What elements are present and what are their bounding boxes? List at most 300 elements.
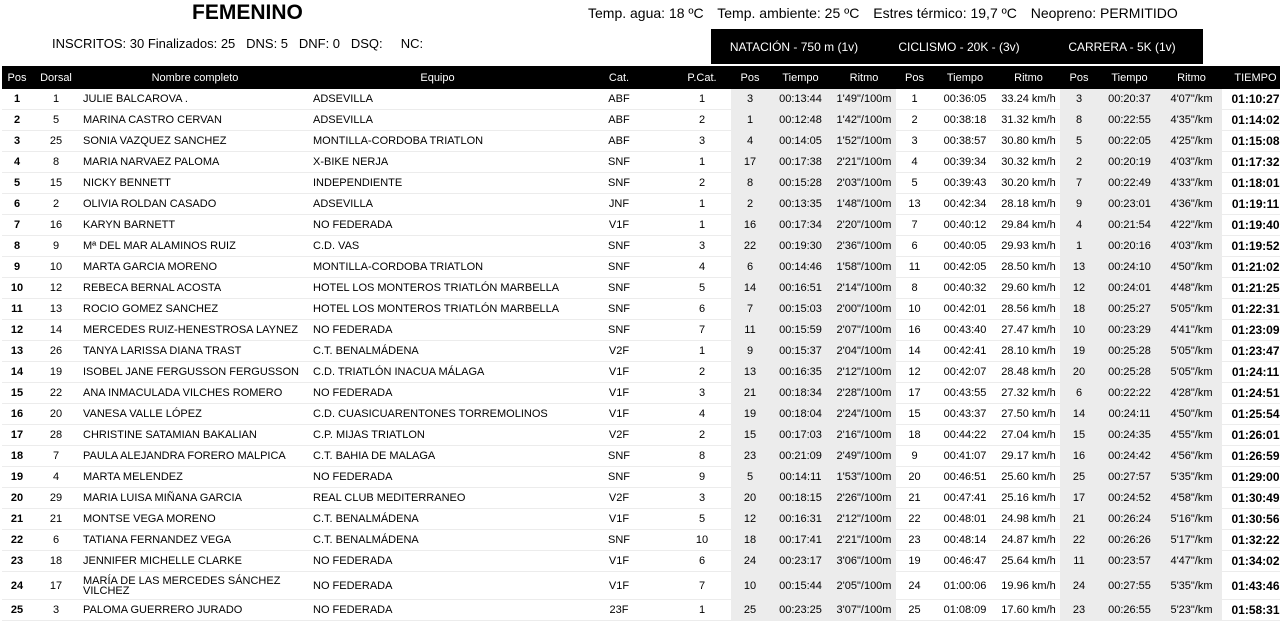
col-bike-time: 00:42:01 bbox=[933, 299, 997, 320]
col-bike-pace: 30.20 km/h bbox=[997, 173, 1060, 194]
col-bike-time: 00:42:07 bbox=[933, 362, 997, 383]
col-run-pace: 4'48"/km bbox=[1161, 278, 1222, 299]
table-row bbox=[2, 509, 1280, 530]
col-run-pos: 13 bbox=[1060, 257, 1098, 278]
col-cat: SNF bbox=[565, 257, 673, 278]
col-bike-pace: 17.60 km/h bbox=[997, 600, 1060, 621]
col-swim-time: 00:18:04 bbox=[769, 404, 832, 425]
col-bike-pos: 6 bbox=[896, 236, 933, 257]
col-bike-pos: 2 bbox=[896, 110, 933, 131]
col-pcat: 3 bbox=[673, 383, 731, 404]
col-bike-time: 00:42:05 bbox=[933, 257, 997, 278]
col-bike-pace: 28.48 km/h bbox=[997, 362, 1060, 383]
col-cat: ABF bbox=[565, 131, 673, 152]
col-pcat: 3 bbox=[673, 236, 731, 257]
col-nombre: MARTA MELENDEZ bbox=[80, 467, 310, 488]
col-swim-pos: 10 bbox=[731, 572, 769, 600]
results-body bbox=[2, 89, 1280, 621]
col-nombre-header: Nombre completo bbox=[80, 66, 310, 89]
col-nombre: PALOMA GUERRERO JURADO bbox=[80, 600, 310, 621]
table-row bbox=[2, 425, 1280, 446]
col-swim-pace: 2'14"/100m bbox=[832, 278, 896, 299]
table-row bbox=[2, 341, 1280, 362]
col-swim-pace: 2'21"/100m bbox=[832, 152, 896, 173]
col-cat: V1F bbox=[565, 404, 673, 425]
col-nombre: MARTA GARCIA MORENO bbox=[80, 257, 310, 278]
page-title: FEMENINO bbox=[192, 1, 303, 24]
col-swim-pos: 3 bbox=[731, 89, 769, 110]
col-cat: V1F bbox=[565, 572, 673, 600]
col-cat: 23F bbox=[565, 600, 673, 621]
col-nombre: MARIA NARVAEZ PALOMA bbox=[80, 152, 310, 173]
results-table bbox=[2, 66, 1280, 621]
col-pcat: 3 bbox=[673, 131, 731, 152]
col-equipo: NO FEDERADA bbox=[310, 383, 565, 404]
col-run-pos: 2 bbox=[1060, 152, 1098, 173]
col-run-pos: 19 bbox=[1060, 341, 1098, 362]
col-run-pos: 14 bbox=[1060, 404, 1098, 425]
col-run-time: 00:22:55 bbox=[1098, 110, 1161, 131]
col-bike-time: 00:42:34 bbox=[933, 194, 997, 215]
col-bike-time: 01:00:06 bbox=[933, 572, 997, 600]
col-total-time: 01:15:08 bbox=[1222, 131, 1280, 152]
col-nombre: ANA INMACULADA VILCHES ROMERO bbox=[80, 383, 310, 404]
col-bike-pace: 30.80 km/h bbox=[997, 131, 1060, 152]
col-swim-pos: 13 bbox=[731, 362, 769, 383]
col-swim-pos: 11 bbox=[731, 320, 769, 341]
col-swim-pos: 15 bbox=[731, 425, 769, 446]
col-nombre: JENNIFER MICHELLE CLARKE bbox=[80, 551, 310, 572]
col-swim-time: 00:14:46 bbox=[769, 257, 832, 278]
table-row bbox=[2, 89, 1280, 110]
col-pos: 6 bbox=[2, 194, 32, 215]
col-run-pace: 4'03"/km bbox=[1161, 236, 1222, 257]
col-pos: 1 bbox=[2, 89, 32, 110]
col-total-time: 01:30:56 bbox=[1222, 509, 1280, 530]
col-total-time: 01:24:51 bbox=[1222, 383, 1280, 404]
segment-run: CARRERA - 5K (1v) bbox=[1068, 39, 1176, 54]
col-equipo: C.T. BENALMÁDENA bbox=[310, 530, 565, 551]
col-swim-pace: 2'12"/100m bbox=[832, 509, 896, 530]
col-cat: SNF bbox=[565, 173, 673, 194]
col-bike-time: 00:43:55 bbox=[933, 383, 997, 404]
col-run-pos: 23 bbox=[1060, 600, 1098, 621]
col-pcat: 2 bbox=[673, 425, 731, 446]
col-equipo: C.D. CUASICUARENTONES TORREMOLINOS bbox=[310, 404, 565, 425]
col-dorsal: 21 bbox=[32, 509, 80, 530]
col-swim-time: 00:15:28 bbox=[769, 173, 832, 194]
table-row bbox=[2, 257, 1280, 278]
col-run-time-header: Tiempo bbox=[1098, 66, 1161, 89]
col-equipo: X-BIKE NERJA bbox=[310, 152, 565, 173]
col-bike-pos: 10 bbox=[896, 299, 933, 320]
participant-stats: INSCRITOS: 30 Finalizados: 25 DNS: 5 DNF: 0 DSQ: NC: bbox=[52, 36, 424, 51]
col-equipo: INDEPENDIENTE bbox=[310, 173, 565, 194]
col-cat: ABF bbox=[565, 110, 673, 131]
col-run-pos: 1 bbox=[1060, 236, 1098, 257]
col-pcat: 1 bbox=[673, 341, 731, 362]
col-pos: 16 bbox=[2, 404, 32, 425]
col-pcat: 7 bbox=[673, 572, 731, 600]
col-swim-time: 00:14:11 bbox=[769, 467, 832, 488]
col-equipo: C.P. MIJAS TRIATLON bbox=[310, 425, 565, 446]
col-bike-time: 00:41:07 bbox=[933, 446, 997, 467]
col-swim-pos: 19 bbox=[731, 404, 769, 425]
table-row bbox=[2, 551, 1280, 572]
col-cat: V2F bbox=[565, 341, 673, 362]
col-run-pace: 4'56"/km bbox=[1161, 446, 1222, 467]
col-bike-pace: 29.93 km/h bbox=[997, 236, 1060, 257]
col-run-pos: 8 bbox=[1060, 110, 1098, 131]
col-bike-time: 00:40:05 bbox=[933, 236, 997, 257]
col-bike-time: 00:43:37 bbox=[933, 404, 997, 425]
col-equipo: ADSEVILLA bbox=[310, 89, 565, 110]
col-bike-pace: 28.18 km/h bbox=[997, 194, 1060, 215]
results-header-row bbox=[2, 66, 1280, 89]
col-cat: SNF bbox=[565, 278, 673, 299]
col-bike-pos: 25 bbox=[896, 600, 933, 621]
col-swim-time: 00:17:41 bbox=[769, 530, 832, 551]
col-pcat: 8 bbox=[673, 446, 731, 467]
col-swim-time: 00:19:30 bbox=[769, 236, 832, 257]
col-run-time: 00:24:42 bbox=[1098, 446, 1161, 467]
col-swim-pos: 1 bbox=[731, 110, 769, 131]
col-total-time: 01:43:46 bbox=[1222, 572, 1280, 600]
table-row bbox=[2, 572, 1280, 600]
col-pos: 14 bbox=[2, 362, 32, 383]
col-cat: SNF bbox=[565, 467, 673, 488]
col-equipo: MONTILLA-CORDOBA TRIATLON bbox=[310, 131, 565, 152]
col-swim-time: 00:12:48 bbox=[769, 110, 832, 131]
table-row bbox=[2, 299, 1280, 320]
col-run-time: 00:23:57 bbox=[1098, 551, 1161, 572]
col-nombre: ROCIO GOMEZ SANCHEZ bbox=[80, 299, 310, 320]
table-row bbox=[2, 131, 1280, 152]
col-nombre: JULIE BALCAROVA . bbox=[80, 89, 310, 110]
col-run-time: 00:25:28 bbox=[1098, 341, 1161, 362]
col-dorsal: 7 bbox=[32, 446, 80, 467]
col-pcat: 2 bbox=[673, 110, 731, 131]
col-swim-pace-header: Ritmo bbox=[832, 66, 896, 89]
col-run-pace: 4'47"/km bbox=[1161, 551, 1222, 572]
col-run-pos: 16 bbox=[1060, 446, 1098, 467]
col-dorsal: 15 bbox=[32, 173, 80, 194]
col-bike-pace: 31.32 km/h bbox=[997, 110, 1060, 131]
col-swim-pace: 2'07"/100m bbox=[832, 320, 896, 341]
col-run-pace: 4'33"/km bbox=[1161, 173, 1222, 194]
col-cat: ABF bbox=[565, 89, 673, 110]
col-equipo: HOTEL LOS MONTEROS TRIATLÓN MARBELLA bbox=[310, 299, 565, 320]
col-dorsal: 16 bbox=[32, 215, 80, 236]
segment-bike: CICLISMO - 20K - (3v) bbox=[898, 39, 1020, 54]
col-bike-pos: 21 bbox=[896, 488, 933, 509]
col-bike-pos: 13 bbox=[896, 194, 933, 215]
col-dorsal: 19 bbox=[32, 362, 80, 383]
col-run-pos: 6 bbox=[1060, 383, 1098, 404]
col-nombre: ISOBEL JANE FERGUSSON FERGUSSON bbox=[80, 362, 310, 383]
col-swim-time: 00:21:09 bbox=[769, 446, 832, 467]
col-pcat: 9 bbox=[673, 467, 731, 488]
col-total-time: 01:19:52 bbox=[1222, 236, 1280, 257]
table-row bbox=[2, 362, 1280, 383]
col-run-pace-header: Ritmo bbox=[1161, 66, 1222, 89]
col-run-pace: 4'03"/km bbox=[1161, 152, 1222, 173]
col-pcat: 6 bbox=[673, 551, 731, 572]
col-swim-time: 00:18:15 bbox=[769, 488, 832, 509]
col-cat: SNF bbox=[565, 236, 673, 257]
col-swim-pace: 2'28"/100m bbox=[832, 383, 896, 404]
col-bike-pace: 27.04 km/h bbox=[997, 425, 1060, 446]
col-nombre: Mª DEL MAR ALAMINOS RUIZ bbox=[80, 236, 310, 257]
col-total-time: 01:25:54 bbox=[1222, 404, 1280, 425]
col-total-time: 01:19:40 bbox=[1222, 215, 1280, 236]
col-run-time: 00:26:26 bbox=[1098, 530, 1161, 551]
col-bike-pace: 28.56 km/h bbox=[997, 299, 1060, 320]
col-equipo: ADSEVILLA bbox=[310, 110, 565, 131]
col-bike-pace: 24.98 km/h bbox=[997, 509, 1060, 530]
col-run-pace: 5'35"/km bbox=[1161, 467, 1222, 488]
col-total-time-header: TIEMPO bbox=[1222, 66, 1280, 89]
col-swim-pos: 20 bbox=[731, 488, 769, 509]
col-cat: V2F bbox=[565, 425, 673, 446]
col-swim-pace: 2'12"/100m bbox=[832, 362, 896, 383]
col-bike-pos: 9 bbox=[896, 446, 933, 467]
col-nombre: MARIA LUISA MIÑANA GARCIA bbox=[80, 488, 310, 509]
col-run-pos: 20 bbox=[1060, 362, 1098, 383]
col-bike-time: 00:39:43 bbox=[933, 173, 997, 194]
col-run-pace: 4'25"/km bbox=[1161, 131, 1222, 152]
table-row bbox=[2, 467, 1280, 488]
col-equipo-header: Equipo bbox=[310, 66, 565, 89]
col-run-pos-header: Pos bbox=[1060, 66, 1098, 89]
col-bike-time: 00:46:47 bbox=[933, 551, 997, 572]
col-equipo: NO FEDERADA bbox=[310, 551, 565, 572]
col-equipo: ADSEVILLA bbox=[310, 194, 565, 215]
col-cat: SNF bbox=[565, 152, 673, 173]
col-swim-time: 00:15:37 bbox=[769, 341, 832, 362]
col-swim-pos-header: Pos bbox=[731, 66, 769, 89]
col-run-time: 00:24:11 bbox=[1098, 404, 1161, 425]
col-cat: V2F bbox=[565, 488, 673, 509]
col-bike-pos: 20 bbox=[896, 467, 933, 488]
col-run-time: 00:24:10 bbox=[1098, 257, 1161, 278]
col-pcat: 4 bbox=[673, 257, 731, 278]
col-bike-time: 00:39:34 bbox=[933, 152, 997, 173]
col-run-pos: 9 bbox=[1060, 194, 1098, 215]
col-bike-time: 00:40:12 bbox=[933, 215, 997, 236]
col-bike-pace: 19.96 km/h bbox=[997, 572, 1060, 600]
col-run-pace: 5'05"/km bbox=[1161, 299, 1222, 320]
ambient-temp: Temp. ambiente: 25 ºC bbox=[717, 5, 860, 21]
col-dorsal: 22 bbox=[32, 383, 80, 404]
col-run-pos: 22 bbox=[1060, 530, 1098, 551]
col-run-pace: 4'22"/km bbox=[1161, 215, 1222, 236]
col-bike-pace: 28.10 km/h bbox=[997, 341, 1060, 362]
col-swim-pos: 17 bbox=[731, 152, 769, 173]
col-nombre: VANESA VALLE LÓPEZ bbox=[80, 404, 310, 425]
col-pos: 21 bbox=[2, 509, 32, 530]
col-nombre: MONTSE VEGA MORENO bbox=[80, 509, 310, 530]
col-bike-pos: 1 bbox=[896, 89, 933, 110]
col-run-pos: 15 bbox=[1060, 425, 1098, 446]
col-bike-pace: 25.64 km/h bbox=[997, 551, 1060, 572]
col-cat: SNF bbox=[565, 299, 673, 320]
col-run-pace: 5'17"/km bbox=[1161, 530, 1222, 551]
col-swim-pos: 2 bbox=[731, 194, 769, 215]
col-swim-pace: 1'48"/100m bbox=[832, 194, 896, 215]
col-run-time: 00:27:55 bbox=[1098, 572, 1161, 600]
col-run-pos: 4 bbox=[1060, 215, 1098, 236]
col-run-time: 00:25:27 bbox=[1098, 299, 1161, 320]
col-total-time: 01:29:00 bbox=[1222, 467, 1280, 488]
col-equipo: HOTEL LOS MONTEROS TRIATLÓN MARBELLA bbox=[310, 278, 565, 299]
col-swim-time: 00:17:34 bbox=[769, 215, 832, 236]
col-dorsal: 1 bbox=[32, 89, 80, 110]
col-bike-pos: 14 bbox=[896, 341, 933, 362]
col-run-pace: 4'50"/km bbox=[1161, 404, 1222, 425]
col-pos: 11 bbox=[2, 299, 32, 320]
col-run-pos: 17 bbox=[1060, 488, 1098, 509]
col-bike-pos: 15 bbox=[896, 404, 933, 425]
col-run-pos: 25 bbox=[1060, 467, 1098, 488]
col-bike-time: 00:47:41 bbox=[933, 488, 997, 509]
col-swim-pace: 1'52"/100m bbox=[832, 131, 896, 152]
col-swim-pace: 2'20"/100m bbox=[832, 215, 896, 236]
col-swim-pos: 22 bbox=[731, 236, 769, 257]
col-swim-pos: 5 bbox=[731, 467, 769, 488]
col-bike-pace: 29.17 km/h bbox=[997, 446, 1060, 467]
col-bike-pace: 25.60 km/h bbox=[997, 467, 1060, 488]
col-run-pace: 4'36"/km bbox=[1161, 194, 1222, 215]
col-pcat: 4 bbox=[673, 404, 731, 425]
col-cat: SNF bbox=[565, 320, 673, 341]
col-bike-time: 00:46:51 bbox=[933, 467, 997, 488]
col-swim-time: 00:16:35 bbox=[769, 362, 832, 383]
col-pos: 2 bbox=[2, 110, 32, 131]
col-nombre: MARÍA DE LAS MERCEDES SÁNCHEZ VILCHEZ bbox=[80, 572, 310, 600]
col-cat: V1F bbox=[565, 215, 673, 236]
col-equipo: C.D. VAS bbox=[310, 236, 565, 257]
col-equipo: NO FEDERADA bbox=[310, 572, 565, 600]
col-bike-pace: 27.50 km/h bbox=[997, 404, 1060, 425]
col-bike-pace: 30.32 km/h bbox=[997, 152, 1060, 173]
segment-header bbox=[711, 29, 1203, 64]
col-bike-pos: 4 bbox=[896, 152, 933, 173]
col-pcat: 1 bbox=[673, 152, 731, 173]
col-pos: 22 bbox=[2, 530, 32, 551]
table-row bbox=[2, 446, 1280, 467]
col-run-time: 00:23:29 bbox=[1098, 320, 1161, 341]
col-run-pos: 21 bbox=[1060, 509, 1098, 530]
col-bike-pace: 24.87 km/h bbox=[997, 530, 1060, 551]
col-swim-pos: 4 bbox=[731, 131, 769, 152]
col-bike-time: 00:42:41 bbox=[933, 341, 997, 362]
col-nombre: NICKY BENNETT bbox=[80, 173, 310, 194]
col-dorsal: 18 bbox=[32, 551, 80, 572]
col-swim-pos: 7 bbox=[731, 299, 769, 320]
col-pos: 10 bbox=[2, 278, 32, 299]
col-run-pace: 4'35"/km bbox=[1161, 110, 1222, 131]
col-swim-pace: 2'26"/100m bbox=[832, 488, 896, 509]
col-pos: 8 bbox=[2, 236, 32, 257]
col-bike-pos: 18 bbox=[896, 425, 933, 446]
table-row bbox=[2, 404, 1280, 425]
col-bike-pos: 16 bbox=[896, 320, 933, 341]
col-bike-pos: 3 bbox=[896, 131, 933, 152]
table-row bbox=[2, 236, 1280, 257]
col-swim-time: 00:15:03 bbox=[769, 299, 832, 320]
col-run-time: 00:26:55 bbox=[1098, 600, 1161, 621]
col-run-time: 00:24:52 bbox=[1098, 488, 1161, 509]
col-swim-pos: 8 bbox=[731, 173, 769, 194]
col-pcat: 10 bbox=[673, 530, 731, 551]
col-equipo: MONTILLA-CORDOBA TRIATLON bbox=[310, 257, 565, 278]
segment-swim: NATACIÓN - 750 m (1v) bbox=[729, 39, 859, 54]
col-equipo: NO FEDERADA bbox=[310, 215, 565, 236]
col-pos: 3 bbox=[2, 131, 32, 152]
col-total-time: 01:17:32 bbox=[1222, 152, 1280, 173]
col-bike-pos: 24 bbox=[896, 572, 933, 600]
col-swim-pace: 2'21"/100m bbox=[832, 530, 896, 551]
col-run-time: 00:25:28 bbox=[1098, 362, 1161, 383]
col-swim-pos: 25 bbox=[731, 600, 769, 621]
col-bike-pace: 28.50 km/h bbox=[997, 257, 1060, 278]
col-pos: 7 bbox=[2, 215, 32, 236]
col-run-pace: 4'41"/km bbox=[1161, 320, 1222, 341]
table-row bbox=[2, 110, 1280, 131]
col-pcat: 2 bbox=[673, 173, 731, 194]
col-run-time: 00:21:54 bbox=[1098, 215, 1161, 236]
col-cat: V1F bbox=[565, 362, 673, 383]
col-nombre: TATIANA FERNANDEZ VEGA bbox=[80, 530, 310, 551]
col-bike-time: 00:43:40 bbox=[933, 320, 997, 341]
col-dorsal: 2 bbox=[32, 194, 80, 215]
col-swim-pace: 1'53"/100m bbox=[832, 467, 896, 488]
col-swim-time: 00:13:35 bbox=[769, 194, 832, 215]
water-temp: Temp. agua: 18 ºC bbox=[588, 5, 704, 21]
col-cat: V1F bbox=[565, 383, 673, 404]
col-dorsal: 10 bbox=[32, 257, 80, 278]
col-run-pos: 10 bbox=[1060, 320, 1098, 341]
col-dorsal: 17 bbox=[32, 572, 80, 600]
col-total-time: 01:58:31 bbox=[1222, 600, 1280, 621]
col-bike-pace: 25.16 km/h bbox=[997, 488, 1060, 509]
col-swim-time: 00:23:17 bbox=[769, 551, 832, 572]
col-bike-pos: 8 bbox=[896, 278, 933, 299]
col-swim-pace: 1'58"/100m bbox=[832, 257, 896, 278]
col-run-time: 00:24:35 bbox=[1098, 425, 1161, 446]
col-total-time: 01:22:31 bbox=[1222, 299, 1280, 320]
col-dorsal: 3 bbox=[32, 600, 80, 621]
col-nombre: MERCEDES RUIZ-HENESTROSA LAYNEZ bbox=[80, 320, 310, 341]
col-run-time: 00:22:22 bbox=[1098, 383, 1161, 404]
col-dorsal: 12 bbox=[32, 278, 80, 299]
col-total-time: 01:32:22 bbox=[1222, 530, 1280, 551]
col-dorsal: 28 bbox=[32, 425, 80, 446]
col-bike-pos: 12 bbox=[896, 362, 933, 383]
col-swim-pace: 2'04"/100m bbox=[832, 341, 896, 362]
col-dorsal: 25 bbox=[32, 131, 80, 152]
race-conditions bbox=[588, 5, 1188, 21]
col-equipo: C.T. BENALMÁDENA bbox=[310, 509, 565, 530]
col-run-time: 00:27:57 bbox=[1098, 467, 1161, 488]
col-run-time: 00:22:49 bbox=[1098, 173, 1161, 194]
col-total-time: 01:14:02 bbox=[1222, 110, 1280, 131]
col-swim-pace: 2'16"/100m bbox=[832, 425, 896, 446]
col-nombre: KARYN BARNETT bbox=[80, 215, 310, 236]
col-pcat: 1 bbox=[673, 215, 731, 236]
col-swim-time: 00:17:38 bbox=[769, 152, 832, 173]
